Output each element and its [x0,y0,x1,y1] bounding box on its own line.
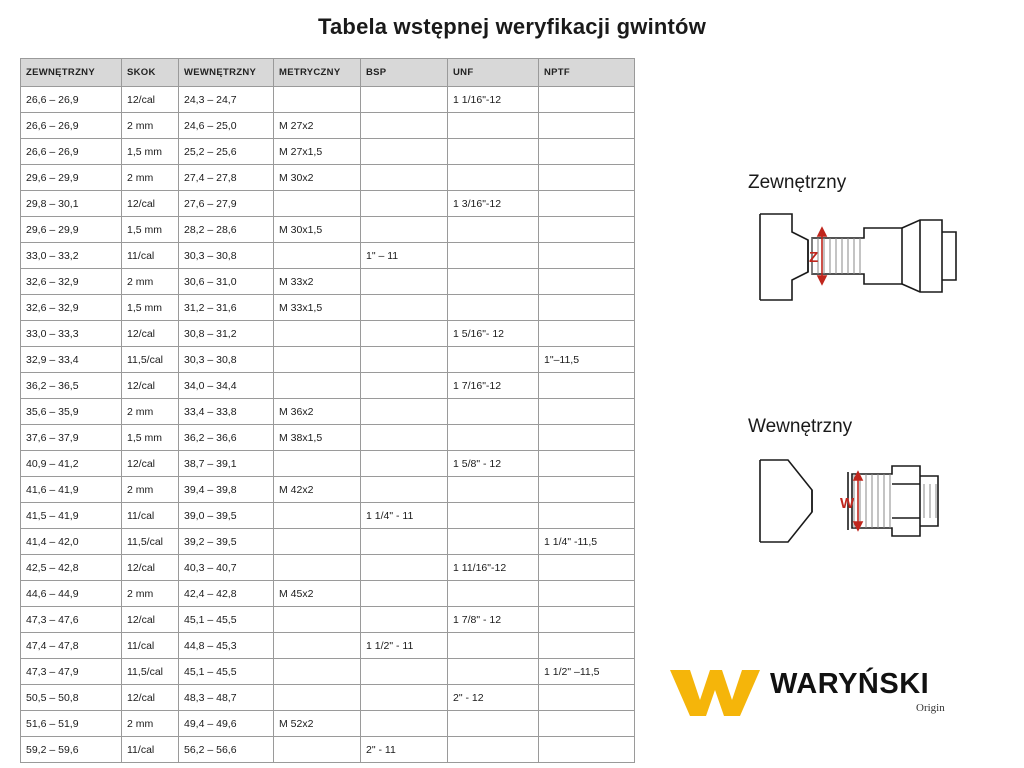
table-cell [448,269,539,295]
table-cell: 1 11/16"-12 [448,555,539,581]
table-cell [361,295,448,321]
diagram-inner-dimension: W [840,495,855,512]
table-cell: 38,7 – 39,1 [179,451,274,477]
table-row [21,295,635,321]
table-cell: 29,6 – 29,9 [21,217,122,243]
brand-name: WARYŃSKI [770,668,930,700]
table-cell: 27,4 – 27,8 [179,165,274,191]
table-row [21,685,635,711]
table-body [21,87,635,763]
table-cell: M 27x2 [274,113,361,139]
table-row [21,87,635,113]
table-row [21,529,635,555]
table-cell [539,685,635,711]
table-header-row [21,59,635,87]
table-row [21,139,635,165]
table-cell [448,737,539,763]
table-cell: 56,2 – 56,6 [179,737,274,763]
table-cell: 39,2 – 39,5 [179,529,274,555]
table-cell [539,87,635,113]
table-cell [361,555,448,581]
table-row [21,451,635,477]
table-cell: 24,6 – 25,0 [179,113,274,139]
table-cell [539,399,635,425]
table-cell [274,659,361,685]
table-row [21,581,635,607]
table-cell [274,737,361,763]
table-cell: 12/cal [122,191,179,217]
table-cell: 32,6 – 32,9 [21,295,122,321]
table-cell: 39,0 – 39,5 [179,503,274,529]
table-row [21,217,635,243]
table-cell: 39,4 – 39,8 [179,477,274,503]
table-row [21,113,635,139]
table-row [21,321,635,347]
table-cell: M 42x2 [274,477,361,503]
table-cell: 11/cal [122,503,179,529]
table-cell: 29,8 – 30,1 [21,191,122,217]
table-cell: M 30x1,5 [274,217,361,243]
table-cell: M 27x1,5 [274,139,361,165]
table-cell: 1 1/16"-12 [448,87,539,113]
table-cell [448,399,539,425]
table-cell [539,503,635,529]
table-cell: 1 3/16"-12 [448,191,539,217]
table-cell: 1,5 mm [122,425,179,451]
table-cell: 1 1/4" - 11 [361,503,448,529]
table-row [21,269,635,295]
table-cell [448,217,539,243]
table-cell: 2" - 11 [361,737,448,763]
table-cell [539,217,635,243]
table-cell: 41,4 – 42,0 [21,529,122,555]
table-cell: 11/cal [122,243,179,269]
table-cell: 42,5 – 42,8 [21,555,122,581]
table-cell: 2 mm [122,477,179,503]
table-row [21,165,635,191]
table-cell [448,633,539,659]
table-cell: 1 5/8" - 12 [448,451,539,477]
table-cell: 59,2 – 59,6 [21,737,122,763]
table-cell: 12/cal [122,685,179,711]
column-header-skok: SKOK [122,59,179,87]
table-cell: M 30x2 [274,165,361,191]
table-cell [274,373,361,399]
table-cell [539,295,635,321]
table-cell: 12/cal [122,607,179,633]
thread-verification-table [20,58,635,763]
column-header-nptf: NPTF [539,59,635,87]
column-header-wewnetrzny: WEWNĘTRZNY [179,59,274,87]
table-cell [274,607,361,633]
table-cell [361,581,448,607]
table-cell: 1 5/16"- 12 [448,321,539,347]
table-cell [361,529,448,555]
table-cell [448,529,539,555]
table-cell [274,633,361,659]
table-row [21,425,635,451]
table-cell: 2 mm [122,165,179,191]
table-cell: 2 mm [122,581,179,607]
table-cell [448,711,539,737]
table-cell: 45,1 – 45,5 [179,659,274,685]
table-cell [361,321,448,347]
table-cell: 40,3 – 40,7 [179,555,274,581]
table-cell [539,321,635,347]
diagram-label-outer: Zewnętrzny [748,172,847,193]
table-cell [361,373,448,399]
table-cell: 11,5/cal [122,659,179,685]
table-cell: 47,3 – 47,9 [21,659,122,685]
table-cell [448,139,539,165]
table-cell [539,555,635,581]
table-cell: 1"–11,5 [539,347,635,373]
table-cell: 2 mm [122,113,179,139]
diagram-inner-thread [752,446,972,556]
table-cell [539,139,635,165]
diagram-label-inner: Wewnętrzny [748,416,853,437]
table-cell: 2" - 12 [448,685,539,711]
table-cell: 30,8 – 31,2 [179,321,274,347]
table-cell [539,243,635,269]
table-cell [274,347,361,373]
table-cell [361,659,448,685]
table-cell: 48,3 – 48,7 [179,685,274,711]
table-cell [539,451,635,477]
table-cell: 47,3 – 47,6 [21,607,122,633]
table-cell [448,477,539,503]
table-cell [361,139,448,165]
table-row [21,555,635,581]
table-cell: 1,5 mm [122,295,179,321]
table-row [21,399,635,425]
table-cell: 1" – 11 [361,243,448,269]
brand-logo [666,664,986,724]
table-cell: 28,2 – 28,6 [179,217,274,243]
table-cell [361,113,448,139]
table-cell: 12/cal [122,321,179,347]
table-row [21,737,635,763]
table-cell: M 38x1,5 [274,425,361,451]
table-row [21,659,635,685]
table-cell: 11/cal [122,633,179,659]
table-cell [539,269,635,295]
table-cell: 41,6 – 41,9 [21,477,122,503]
table-cell [539,165,635,191]
table-cell: 24,3 – 24,7 [179,87,274,113]
table-cell: 47,4 – 47,8 [21,633,122,659]
table-cell [274,321,361,347]
table-cell: 11/cal [122,737,179,763]
table-cell [539,711,635,737]
table-cell: 1,5 mm [122,139,179,165]
table-cell: M 33x1,5 [274,295,361,321]
table-cell: 40,9 – 41,2 [21,451,122,477]
table-cell [448,347,539,373]
table-cell: 41,5 – 41,9 [21,503,122,529]
table-cell: 12/cal [122,451,179,477]
table-cell [448,113,539,139]
column-header-metryczny: METRYCZNY [274,59,361,87]
table-row [21,711,635,737]
table-cell: 29,6 – 29,9 [21,165,122,191]
table-cell [539,113,635,139]
column-header-zewnetrzny: ZEWNĘTRZNY [21,59,122,87]
table-cell: M 33x2 [274,269,361,295]
table-cell [361,347,448,373]
table-cell: 12/cal [122,373,179,399]
brand-tagline: Origin [916,702,945,714]
table-row [21,243,635,269]
table-row [21,347,635,373]
table-row [21,477,635,503]
table-cell [274,685,361,711]
table-cell: 1 1/2" –11,5 [539,659,635,685]
table-cell [274,503,361,529]
table-cell: 36,2 – 36,6 [179,425,274,451]
table-cell [361,269,448,295]
table-cell: 11,5/cal [122,347,179,373]
table-cell: 2 mm [122,269,179,295]
table-cell [274,451,361,477]
table-cell: 12/cal [122,87,179,113]
table-cell: 25,2 – 25,6 [179,139,274,165]
table-cell [361,477,448,503]
table-cell: 26,6 – 26,9 [21,87,122,113]
table-cell [448,581,539,607]
table-cell [539,373,635,399]
table-cell [539,607,635,633]
table-cell [539,581,635,607]
table-cell: 50,5 – 50,8 [21,685,122,711]
table-cell [361,191,448,217]
table-cell [274,555,361,581]
table-cell [274,191,361,217]
table-cell: 33,0 – 33,3 [21,321,122,347]
table-cell [361,425,448,451]
diagram-outer-thread [752,202,972,312]
table-cell: 30,3 – 30,8 [179,243,274,269]
table-cell: 11,5/cal [122,529,179,555]
table-cell [274,243,361,269]
table-row [21,373,635,399]
table-cell [448,243,539,269]
table-cell: 1 1/2" - 11 [361,633,448,659]
table-cell [361,87,448,113]
table-cell: 26,6 – 26,9 [21,113,122,139]
table-cell: 45,1 – 45,5 [179,607,274,633]
table-cell [361,711,448,737]
table-cell [539,425,635,451]
table-cell: 1 1/4" -11,5 [539,529,635,555]
column-header-bsp: BSP [361,59,448,87]
page-title: Tabela wstępnej weryfikacji gwintów [317,14,707,39]
table-cell: 27,6 – 27,9 [179,191,274,217]
table-cell: 34,0 – 34,4 [179,373,274,399]
table-cell [361,217,448,243]
table-cell: 12/cal [122,555,179,581]
table-cell: 31,2 – 31,6 [179,295,274,321]
table-cell: 37,6 – 37,9 [21,425,122,451]
table-row [21,607,635,633]
table-cell [539,477,635,503]
table-cell: 26,6 – 26,9 [21,139,122,165]
table-cell: 51,6 – 51,9 [21,711,122,737]
table-cell: 49,4 – 49,6 [179,711,274,737]
table-cell: 33,4 – 33,8 [179,399,274,425]
table-cell: 30,3 – 30,8 [179,347,274,373]
table-cell: 1 7/16"-12 [448,373,539,399]
table-cell [361,607,448,633]
table-cell [274,87,361,113]
table-cell [448,295,539,321]
table-cell [448,659,539,685]
table-row [21,503,635,529]
table-cell [448,165,539,191]
table-cell: 32,9 – 33,4 [21,347,122,373]
table-cell: 44,8 – 45,3 [179,633,274,659]
table-cell: M 52x2 [274,711,361,737]
table-cell: 1 7/8" - 12 [448,607,539,633]
table-cell [448,425,539,451]
table-cell: 42,4 – 42,8 [179,581,274,607]
table-cell [361,165,448,191]
table-cell: M 36x2 [274,399,361,425]
table-cell: 30,6 – 31,0 [179,269,274,295]
table-cell [361,685,448,711]
table-cell: 32,6 – 32,9 [21,269,122,295]
table-cell: 44,6 – 44,9 [21,581,122,607]
table-cell: 35,6 – 35,9 [21,399,122,425]
table-cell: 33,0 – 33,2 [21,243,122,269]
column-header-unf: UNF [448,59,539,87]
table-row [21,633,635,659]
diagram-outer-dimension: Z [809,249,819,266]
table-cell [361,399,448,425]
table-cell: 2 mm [122,711,179,737]
table-cell [539,191,635,217]
table-cell [539,633,635,659]
table-cell [539,737,635,763]
table-cell [448,503,539,529]
table-cell: 1,5 mm [122,217,179,243]
table-cell [274,529,361,555]
table-cell: M 45x2 [274,581,361,607]
table-cell: 2 mm [122,399,179,425]
table-cell: 36,2 – 36,5 [21,373,122,399]
waryn-w-icon [666,664,762,725]
table-cell [361,451,448,477]
table-row [21,191,635,217]
